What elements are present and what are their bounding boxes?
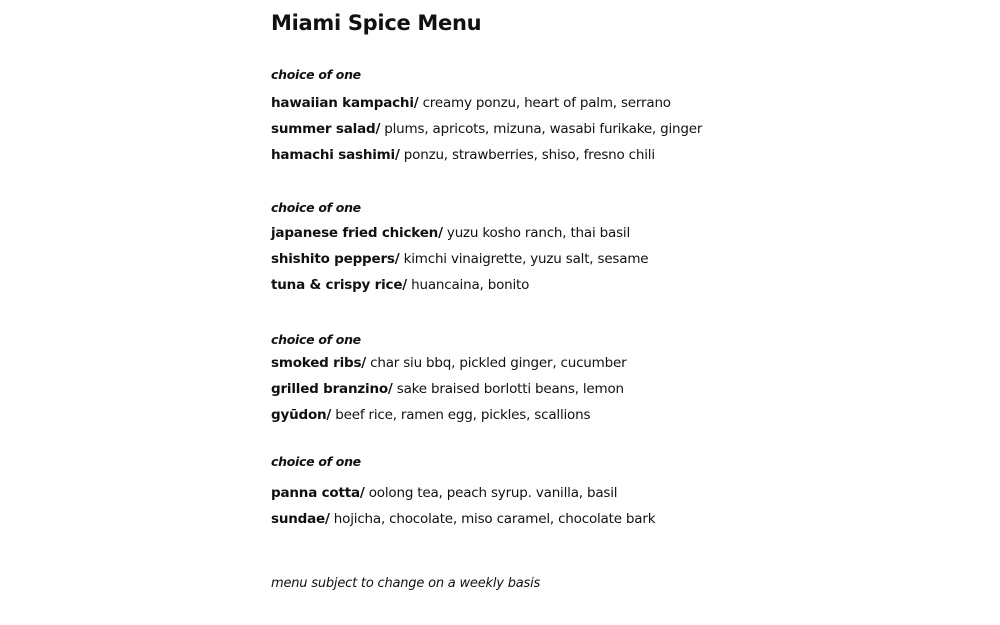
item-description: sake braised borlotti beans, lemon: [392, 381, 624, 397]
item-description: hojicha, chocolate, miso caramel, chocolate bark: [329, 511, 656, 527]
item-name: smoked ribs/: [271, 355, 367, 371]
menu-footnote: menu subject to change on a weekly basis: [271, 576, 541, 591]
menu-item-shishito-peppers: [271, 251, 648, 267]
item-name: tuna & crispy rice/: [271, 277, 408, 293]
item-name: shishito peppers/: [271, 251, 400, 267]
item-description: creamy ponzu, heart of palm, serrano: [418, 95, 671, 111]
item-name: summer salad/: [271, 121, 381, 137]
section-1-label: choice of one: [271, 67, 361, 82]
item-description: ponzu, strawberries, shiso, fresno chili: [399, 147, 655, 163]
menu-item-japanese-fried-chicken: [271, 225, 630, 241]
section-3-label: choice of one: [271, 332, 361, 347]
menu-item-summer-salad: [271, 121, 702, 137]
item-name: hamachi sashimi/: [271, 147, 400, 163]
item-description: char siu bbq, pickled ginger, cucumber: [366, 355, 627, 371]
menu-item-gyudon: [271, 407, 590, 423]
menu-item-tuna-crispy-rice: [271, 277, 529, 293]
menu-item-hawaiian-kampachi: [271, 95, 671, 111]
item-description: yuzu kosho ranch, thai basil: [442, 225, 631, 241]
item-name: panna cotta/: [271, 485, 365, 501]
item-name: grilled branzino/: [271, 381, 393, 397]
item-name: hawaiian kampachi/: [271, 95, 419, 111]
section-2-label: choice of one: [271, 200, 361, 215]
item-description: beef rice, ramen egg, pickles, scallions: [331, 407, 591, 423]
item-description: huancaina, bonito: [407, 277, 530, 293]
item-name: sundae/: [271, 511, 330, 527]
menu-item-panna-cotta: [271, 485, 617, 501]
menu-item-grilled-branzino: [271, 381, 624, 397]
item-description: oolong tea, peach syrup. vanilla, basil: [364, 485, 618, 501]
item-name: gyūdon/: [271, 407, 332, 423]
item-name: japanese fried chicken/: [271, 225, 443, 241]
menu-item-hamachi-sashimi: [271, 147, 655, 163]
page-title: Miami Spice Menu: [271, 11, 482, 35]
menu-item-sundae: [271, 511, 655, 527]
menu-item-smoked-ribs: [271, 355, 626, 371]
section-4-label: choice of one: [271, 454, 361, 469]
item-description: kimchi vinaigrette, yuzu salt, sesame: [399, 251, 649, 267]
item-description: plums, apricots, mizuna, wasabi furikake, ginger: [380, 121, 703, 137]
